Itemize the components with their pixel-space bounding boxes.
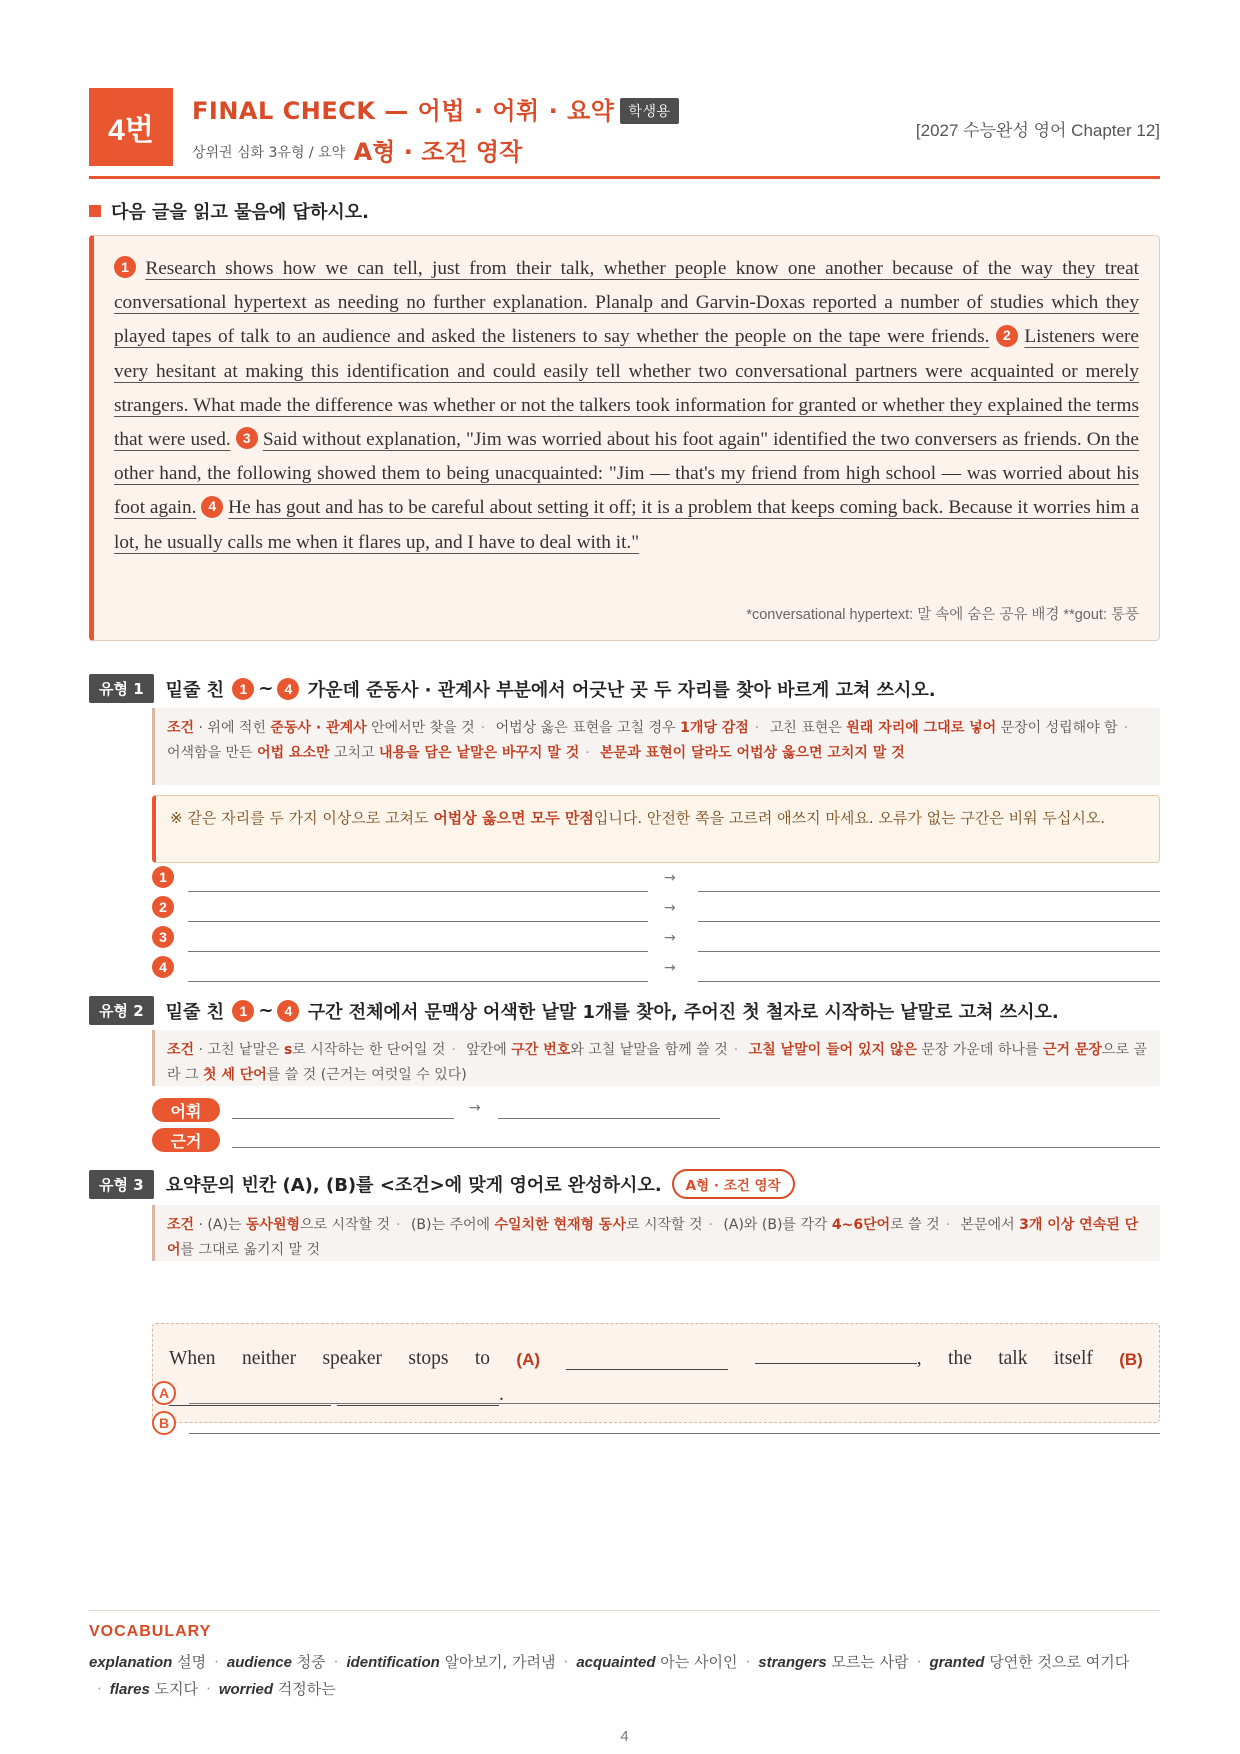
arrow-icon: →: [664, 900, 676, 916]
summary-word: to: [474, 1348, 491, 1369]
evidence-line[interactable]: [232, 1147, 1160, 1148]
vocab-meaning: 아는 사이인: [655, 1653, 738, 1671]
vocabulary-list: [89, 1649, 1160, 1703]
vocab-meaning: 당연한 것으로 여기다: [984, 1653, 1130, 1671]
question-1-text-b: 가운데 준동사 · 관계사 부분에서 어긋난 곳 두 자리를 찾아 바르게 고쳐 쓰시오.: [307, 679, 936, 701]
answer-b-line[interactable]: [189, 1433, 1160, 1434]
summary-sentence-box: [152, 1323, 1160, 1423]
marker-2-icon: 2: [152, 896, 174, 918]
answer-row-1: [152, 864, 1160, 892]
vocab-word: acquainted: [576, 1654, 656, 1671]
summary-word: When: [169, 1348, 216, 1369]
note-text: ※ 같은 자리를 두 가지 이상으로 고쳐도: [170, 809, 429, 827]
tilde: ~: [258, 1000, 274, 1021]
cond-text: (B)는 주어에: [410, 1217, 491, 1233]
question-3-text: 요약문의 빈칸 (A), (B)를 <조건>에 맞게 영어로 완성하시오.: [165, 1175, 662, 1196]
cond-text: · 고친 낱말은: [198, 1042, 280, 1058]
page-title: [192, 91, 679, 126]
marker-4-icon: 4: [201, 496, 223, 518]
condition-label: 조건: [167, 1217, 195, 1233]
arrow-icon: →: [664, 930, 676, 946]
answer-3-original-line[interactable]: [188, 951, 648, 952]
segment-3: Said without explanation, "Jim was worried about his foot again" identified the two conversers as friends. On the other hand, the following showed them to being unacquainted: "Jim — that's my friend from high school — was worried about his foot again.: [114, 429, 1139, 519]
cond-text: 문장이 성립해야 함: [1000, 720, 1118, 736]
vocab-word: identification: [346, 1654, 440, 1671]
cond-key: 동사원형: [245, 1217, 301, 1233]
tilde: ~: [258, 678, 274, 699]
summary-word: itself: [1053, 1348, 1093, 1369]
question-1-conditions: 조건 · 위에 적힌 준동사 · 관계사 안에서만 찾을 것 · 어법상 옳은 표현을 고칠 경우 1개당 감점 · 고친 표현은 원래 자리에 그대로 넣어 문장이 성립해야 함 · 어색함을 만든 어법 요소만 고치고 내용을 담은 낱말은 바꾸지 말 것 · 본문과 표현이 달라도 어법상 옳으면 고치지 말 것: [152, 708, 1160, 785]
marker-1-icon: 1: [114, 256, 136, 278]
summary-line-1: [169, 1338, 1143, 1370]
cond-key: 첫 세 단어: [202, 1067, 267, 1083]
page-header: [89, 88, 1160, 179]
question-2-tag: 유형 2: [89, 996, 154, 1025]
cond-key: 고칠 낱말이 들어 있지 않은: [748, 1042, 917, 1058]
passage-text: [114, 252, 1139, 560]
cond-key: 구간 번호: [511, 1042, 571, 1058]
cond-key: 준동사 · 관계사: [270, 720, 367, 736]
vocab-word: explanation: [89, 1654, 173, 1671]
vocabulary-title: VOCABULARY: [89, 1623, 212, 1640]
question-1-text-a: 밑줄 친: [165, 679, 225, 701]
separator: ·: [563, 1653, 569, 1671]
vocab-original-line[interactable]: [232, 1118, 454, 1119]
question-2-header: [89, 996, 1059, 1025]
subtitle-small: 상위권 심화 3유형 / 요약: [192, 145, 346, 161]
answer-a-line[interactable]: [189, 1403, 1160, 1404]
marker-4-icon: 4: [152, 956, 174, 978]
answer-1-original-line[interactable]: [188, 891, 648, 892]
cond-text: (A)와 (B)를 각각: [723, 1217, 828, 1233]
cond-text: 문장 가운데 하나를: [921, 1042, 1039, 1058]
cond-text: 본문에서: [960, 1217, 1015, 1233]
question-3-tag: 유형 3: [89, 1170, 154, 1199]
answer-1-correction-line[interactable]: [698, 891, 1160, 892]
page-subtitle: [192, 132, 522, 167]
answer-2-original-line[interactable]: [188, 921, 648, 922]
source-label: [2027 수능완성 영어 Chapter 12]: [915, 121, 1160, 140]
scoring-note: [152, 795, 1160, 863]
cond-key: 근거 문장: [1042, 1042, 1102, 1058]
cond-text: 고치고: [334, 745, 375, 761]
blank-a-part-2[interactable]: [755, 1342, 917, 1364]
cond-text: · 위에 적힌: [198, 720, 266, 736]
cond-text: 어법상 옳은 표현을 고칠 경우: [495, 720, 676, 736]
question-number-box: 4번: [89, 88, 173, 166]
marker-1-icon: 1: [152, 866, 174, 888]
summary-word: talk: [998, 1348, 1028, 1369]
vocab-word: flares: [109, 1681, 150, 1698]
answer-b-icon: B: [152, 1411, 176, 1435]
cond-text: 안에서만 찾을 것: [371, 720, 475, 736]
cond-key: 수일치한 현재형 동사: [494, 1217, 626, 1233]
vocabulary-section: [89, 1610, 1160, 1703]
cond-text: 으로 골라 그: [167, 1042, 1147, 1083]
cond-text: 로 시작하는 한 단어일 것: [292, 1042, 446, 1058]
answer-4-correction-line[interactable]: [698, 981, 1160, 982]
summary-word: speaker: [322, 1348, 383, 1369]
condition-label: 조건: [167, 720, 195, 736]
title-text: FINAL CHECK — 어법 · 어휘 · 요약: [192, 97, 615, 125]
separator: ·: [214, 1653, 219, 1671]
summary-word: the: [948, 1348, 972, 1369]
answer-row-4: [152, 954, 1160, 982]
question-2-text-b: 구간 전체에서 문맥상 어색한 낱말 1개를 찾아, 주어진 첫 철자로 시작하는 낱말로 고쳐 쓰시오.: [307, 1001, 1059, 1023]
blank-a-part-1[interactable]: [566, 1348, 728, 1370]
cond-text: 로 시작할 것: [625, 1217, 703, 1233]
evidence-label: 근거: [152, 1128, 220, 1152]
vocab-meaning: 알아보기, 가려냄: [439, 1653, 556, 1671]
cond-text: 를 쓸 것 (근거는 여럿일 수 있다): [266, 1067, 467, 1083]
comma: ,: [916, 1348, 922, 1369]
question-2-text-a: 밑줄 친: [165, 1001, 225, 1023]
vocab-meaning: 모르는 사람: [826, 1653, 909, 1671]
period: .: [499, 1384, 504, 1405]
blank-b-label: (B): [1119, 1350, 1143, 1369]
separator: ·: [206, 1680, 211, 1698]
separator: ·: [97, 1680, 102, 1698]
arrow-icon: →: [664, 870, 676, 886]
marker-3-icon: 3: [236, 427, 258, 449]
arrow-icon: →: [664, 960, 676, 976]
reading-passage: [89, 235, 1160, 641]
cond-text: 로 쓸 것: [890, 1217, 940, 1233]
marker-4-icon: 4: [277, 1000, 299, 1022]
cond-text: 앞칸에: [466, 1042, 507, 1058]
vocab-meaning: 도지다: [149, 1680, 199, 1698]
vocab-meaning: 설명: [172, 1653, 207, 1671]
answer-2-correction-line[interactable]: [698, 921, 1160, 922]
square-bullet-icon: [89, 205, 101, 217]
question-1-tag: 유형 1: [89, 674, 154, 703]
answer-row-2: [152, 894, 1160, 922]
marker-1-icon: 1: [232, 678, 254, 700]
cond-key: 내용을 담은 낱말은 바꾸지 말 것: [379, 745, 580, 761]
question-3-conditions: 조건 · (A)는 동사원형으로 시작할 것 · (B)는 주어에 수일치한 현재형 동사로 시작할 것 · (A)와 (B)를 각각 4~6단어로 쓸 것 · 본문에서 3개 이상 연속된 단어를 그대로 옮기지 말 것: [152, 1205, 1160, 1261]
separator: ·: [916, 1653, 922, 1671]
cond-key: 4~6단어: [831, 1217, 891, 1233]
marker-3-icon: 3: [152, 926, 174, 948]
page-number: 4: [620, 1728, 629, 1745]
cond-key: s: [283, 1042, 293, 1058]
note-text: 입니다. 안전한 쪽을 고르려 애쓰지 마세요. 오류가 없는 구간은 비워 두십시오.: [593, 809, 1106, 827]
cond-key: 원래 자리에 그대로 넣어: [846, 720, 997, 736]
note-key: 어법상 옳으면 모두 만점: [433, 809, 594, 827]
type-pill: A형 · 조건 영작: [672, 1169, 795, 1199]
question-2-conditions: 조건 · 고친 낱말은 s로 시작하는 한 단어일 것 · 앞칸에 구간 번호와 고칠 낱말을 함께 쓸 것 · 고칠 낱말이 들어 있지 않은 문장 가운데 하나를 근거 문장으로 골라 그 첫 세 단어를 쓸 것 (근거는 여럿일 수 있다): [152, 1030, 1160, 1086]
vocab-word: granted: [929, 1654, 985, 1671]
cond-key: 3개 이상 연속된 단어: [167, 1217, 1139, 1258]
vocab-meaning: 청중: [291, 1653, 326, 1671]
separator: ·: [745, 1653, 751, 1671]
worksheet-page: [89, 88, 1160, 1745]
summary-line-2: [169, 1374, 1143, 1406]
subtitle-big: A형 · 조건 영작: [353, 138, 523, 166]
vocab-word: audience: [226, 1654, 292, 1671]
blank-a-label: (A): [516, 1350, 541, 1369]
answer-a-icon: A: [152, 1381, 176, 1405]
arrow-icon: →: [469, 1100, 481, 1116]
marker-2-icon: 2: [996, 325, 1018, 347]
cond-text: 를 그대로 옮기지 말 것: [180, 1242, 321, 1258]
marker-4-icon: 4: [277, 678, 299, 700]
student-badge: 학생용: [620, 98, 678, 124]
segment-1: Research shows how we can tell, just from their talk, whether people know one another because of the way they treat conversational hypertext as needing no further explanation. Planalp and Garvin-Doxas reported a number of studies which they played tapes of talk to an audience and asked the listeners to say whether the people on the tape were friends.: [114, 258, 1139, 348]
vocab-correction-line[interactable]: [498, 1118, 720, 1119]
summary-word: stops: [408, 1348, 449, 1369]
segment-2: Listeners were very hesitant at making this identification and could easily tell whether two conversational partners were acquainted or merely strangers. What made the difference was whether or not the talkers took information for granted or whether they explained the terms that were used.: [114, 326, 1139, 451]
passage-footnote: *conversational hypertext: 말 속에 숨은 공유 배경 **gout: 통풍: [746, 607, 1139, 623]
cond-text: · (A)는: [198, 1217, 242, 1233]
instruction: [89, 198, 369, 224]
cond-text: 고친 표현은: [769, 720, 842, 736]
cond-key: 1개당 감점: [680, 720, 749, 736]
vocab-word: worried: [218, 1681, 274, 1698]
vocab-meaning: 걱정하는: [273, 1680, 336, 1698]
answer-3-correction-line[interactable]: [698, 951, 1160, 952]
question-1-header: [89, 674, 936, 703]
vocab-label: 어휘: [152, 1098, 220, 1122]
cond-text: 으로 시작할 것: [300, 1217, 391, 1233]
answer-4-original-line[interactable]: [188, 981, 648, 982]
instruction-text: 다음 글을 읽고 물음에 답하시오.: [111, 202, 369, 223]
vocab-word: strangers: [758, 1654, 827, 1671]
cond-key: 본문과 표현이 달라도 어법상 옳으면 고치지 말 것: [600, 745, 905, 761]
condition-label: 조건: [167, 1042, 195, 1058]
question-3-header: [89, 1169, 795, 1199]
answer-row-3: [152, 924, 1160, 952]
cond-text: 어색함을 만든: [167, 745, 253, 761]
cond-text: 와 고칠 낱말을 함께 쓸 것: [570, 1042, 728, 1058]
segment-4: He has gout and has to be careful about setting it off; it is a problem that keeps coming back. Because it worries him a lot, he usually calls me when it flares up, and I have to deal with it.": [114, 497, 1139, 553]
cond-key: 어법 요소만: [257, 745, 330, 761]
marker-1-icon: 1: [232, 1000, 254, 1022]
summary-word: neither: [241, 1348, 297, 1369]
separator: ·: [333, 1653, 339, 1671]
